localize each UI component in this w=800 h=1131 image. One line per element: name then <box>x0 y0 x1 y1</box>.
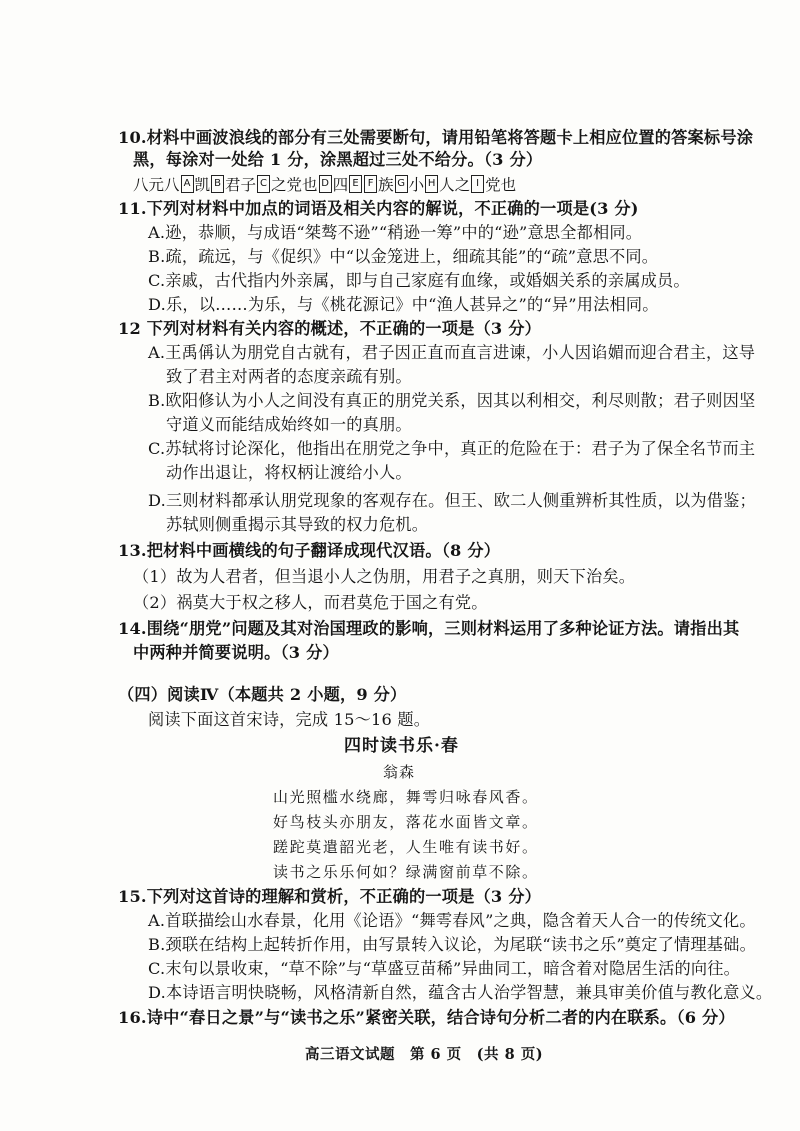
mark-box-g[interactable]: G <box>395 175 408 193</box>
q11-option-c: C.亲戚，古代指内外亲属，即与自己家庭有血缘，或婚姻关系的亲属成员。 <box>148 271 690 290</box>
q12-option-d-line1: D.三则材料都承认朋党现象的客观存在。但王、欧二人侧重辨析其性质，以为借鉴； <box>148 491 756 510</box>
q14-stem-line2: 中两种并简要说明。（3 分） <box>133 643 339 662</box>
poem-author: 翁森 <box>383 763 416 781</box>
q14-stem-line1: 14.围绕“朋党”问题及其对治国理政的影响，三则材料运用了多种论证方法。请指出其 <box>118 619 740 638</box>
mark-box-i[interactable]: I <box>471 175 484 193</box>
mark-text-6: 族 <box>378 176 394 194</box>
q10-stem-line1: 10.材料中画波浪线的部分有三处需要断句，请用铅笔将答题卡上相应位置的答案标号涂 <box>118 128 754 147</box>
q13-sentence-1: （1）故为人君者，但当退小人之伪朋，用君子之真朋，则天下治矣。 <box>133 567 636 586</box>
mark-box-a[interactable]: A <box>181 175 194 193</box>
q12-option-c-line2: 动作出退让，将权柄让渡给小人。 <box>166 463 412 482</box>
poem-title: 四时读书乐·春 <box>344 736 459 756</box>
poem-line-1: 山光照槛水绕廊，舞雩归咏春风香。 <box>273 788 539 806</box>
mark-text-3: 之党也 <box>271 176 318 194</box>
q12-option-b-line1: B.欧阳修认为小人之间没有真正的朋党关系，因其以利相交，利尽则散；君子则因坚 <box>148 391 756 410</box>
poem-line-3: 蹉跎莫遣韶光老，人生唯有读书好。 <box>273 838 539 856</box>
q11-option-b: B.疏，疏远，与《促织》中“以金笼进上，细疏其能”的“疏”意思不同。 <box>148 247 659 266</box>
q12-option-a-line1: A.王禹偁认为朋党自古就有，君子因正直而直言进谏，小人因谄媚而迎合君主，这导 <box>148 343 756 362</box>
q12-option-a-line2: 致了君主对两者的态度亲疏有别。 <box>166 367 412 386</box>
mark-box-d[interactable]: D <box>319 175 332 193</box>
q11-option-d: D.乐，以……为乐，与《桃花源记》中“渔人甚异之”的“异”用法相同。 <box>148 295 659 314</box>
q16-stem: 16.诗中“春日之景”与“读书之乐”紧密关联，结合诗句分析二者的内在联系。（6 分） <box>118 1008 735 1027</box>
q11-option-a: A.逊，恭顺，与成语“桀骜不逊”“稍逊一筹”中的“逊”意思全都相同。 <box>148 223 643 242</box>
q12-option-b-line2: 守道义而能结成始终如一的真朋。 <box>166 415 412 434</box>
mark-box-h[interactable]: H <box>425 175 438 193</box>
q15-option-c: C.末句以景收束，“草不除”与“草盛豆苗稀”异曲同工，暗含着对隐居生活的向往。 <box>148 959 741 978</box>
page-footer: 高三语文试题 第 6 页 (共 8 页) <box>305 1046 544 1063</box>
mark-box-e[interactable]: E <box>349 175 362 193</box>
q12-stem: 12 下列对材料有关内容的概述，不正确的一项是（3 分） <box>118 319 541 338</box>
mark-box-b[interactable]: B <box>211 175 224 193</box>
section-intro: 阅读下面这首宋诗，完成 15～16 题。 <box>148 710 431 729</box>
mark-text-8: 人之 <box>439 176 471 194</box>
q10-stem-line2: 黑，每涂对一处给 1 分，涂黑超过三处不给分。（3 分） <box>133 150 543 169</box>
mark-text-4: 四 <box>332 176 349 194</box>
mark-text-2: 君子 <box>225 176 257 194</box>
q15-option-b: B.颈联在结构上起转折作用，由写景转入议论，为尾联“读书之乐”奠定了情理基础。 <box>148 935 756 954</box>
mark-text-9: 党也 <box>485 176 517 194</box>
q12-option-d-line2: 苏轼则侧重揭示其导致的权力危机。 <box>166 515 429 534</box>
answer-mark-strip <box>133 172 516 196</box>
q15-option-d: D.本诗语言明快晓畅，风格清新自然，蕴含古人治学智慧，兼具审美价值与教化意义。 <box>148 983 773 1002</box>
section-heading: （四）阅读Ⅳ（本题共 2 小题，9 分） <box>118 685 407 704</box>
mark-text-1: 凯 <box>194 176 211 194</box>
q15-stem: 15.下列对这首诗的理解和赏析，不正确的一项是（3 分） <box>118 887 541 906</box>
q13-sentence-2: （2）祸莫大于权之移人，而君莫危于国之有党。 <box>133 593 488 612</box>
q12-option-c-line1: C.苏轼将讨论深化，他指出在朋党之争中，真正的危险在于：君子为了保全名节而主 <box>148 439 756 458</box>
mark-text-0: 八元八 <box>133 176 180 194</box>
mark-text-7: 小 <box>408 176 425 194</box>
mark-box-c[interactable]: C <box>257 175 270 193</box>
q11-stem: 11.下列对材料中加点的词语及相关内容的解说，不正确的一项是(3 分) <box>118 199 639 218</box>
q13-stem: 13.把材料中画横线的句子翻译成现代汉语。（8 分） <box>118 541 501 560</box>
q15-option-a: A.首联描绘山水春景，化用《论语》“舞雩春风”之典，隐含着天人合一的传统文化。 <box>148 911 756 930</box>
poem-line-2: 好鸟枝头亦朋友，落花水面皆文章。 <box>273 813 539 831</box>
mark-box-f[interactable]: F <box>364 175 377 193</box>
poem-line-4: 读书之乐乐何如？绿满窗前草不除。 <box>273 863 539 881</box>
